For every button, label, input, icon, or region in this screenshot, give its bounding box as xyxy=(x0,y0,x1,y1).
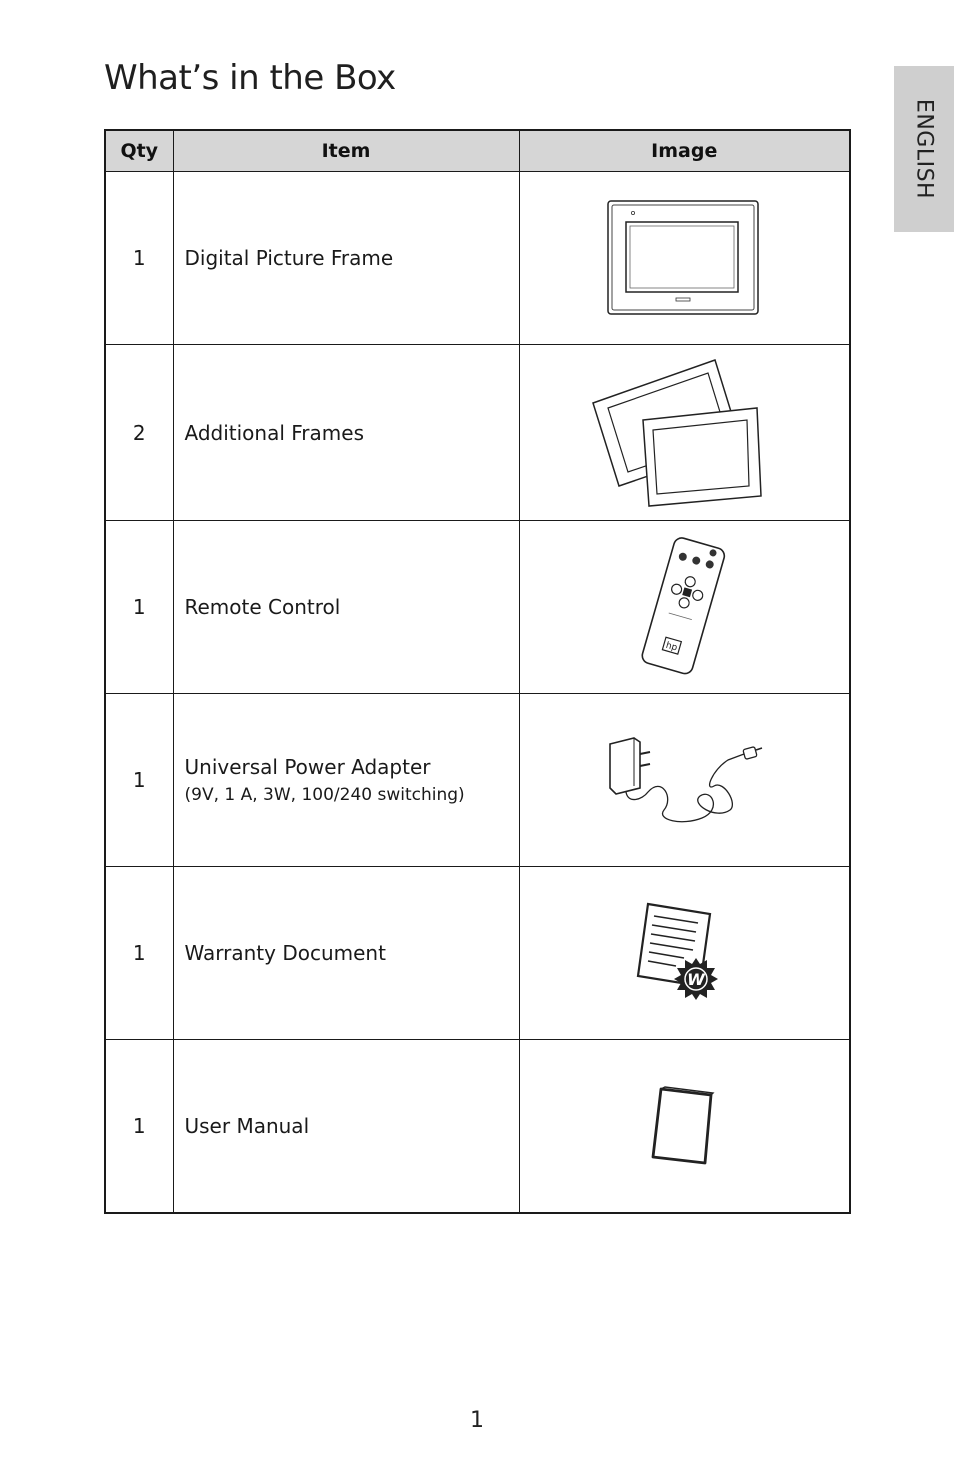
column-header-image: Image xyxy=(519,130,850,172)
user-manual-icon xyxy=(651,1085,717,1167)
page-title: What’s in the Box xyxy=(104,58,396,98)
qty-cell: 1 xyxy=(105,521,173,694)
item-label: Universal Power Adapter xyxy=(184,755,431,779)
language-tab-label: ENGLISH xyxy=(911,98,937,200)
power-adapter-icon xyxy=(604,730,764,830)
item-label: Digital Picture Frame xyxy=(184,246,394,270)
item-cell xyxy=(173,694,519,867)
item-specs: (9V, 1 A, 3W, 100/240 switching) xyxy=(184,785,465,805)
table-row xyxy=(105,521,850,694)
warranty-document-icon xyxy=(636,898,732,1008)
image-cell xyxy=(519,867,850,1040)
language-tab xyxy=(894,66,954,232)
additional-frames-icon xyxy=(591,358,777,508)
page-number: 1 xyxy=(470,1408,484,1433)
image-cell xyxy=(519,694,850,867)
item-cell xyxy=(173,172,519,345)
image-cell xyxy=(519,1040,850,1213)
item-cell xyxy=(173,867,519,1040)
picture-frame-icon xyxy=(606,198,762,318)
qty-cell: 2 xyxy=(105,345,173,521)
table-row xyxy=(105,694,850,867)
item-cell xyxy=(173,345,519,521)
table-row xyxy=(105,1040,850,1213)
remote-control-icon xyxy=(629,537,739,677)
image-cell xyxy=(519,172,850,345)
table-row xyxy=(105,345,850,521)
qty-cell: 1 xyxy=(105,172,173,345)
table-row xyxy=(105,172,850,345)
table-row xyxy=(105,867,850,1040)
item-cell xyxy=(173,1040,519,1213)
image-cell xyxy=(519,345,850,521)
item-label: User Manual xyxy=(184,1113,310,1138)
image-cell xyxy=(519,521,850,694)
remote-brand-logo: hp xyxy=(664,640,679,654)
column-header-qty: Qty xyxy=(105,130,173,172)
qty-cell: 1 xyxy=(105,694,173,867)
column-header-item: Item xyxy=(173,130,519,172)
contents-table xyxy=(104,129,851,1214)
table-header-row xyxy=(105,130,850,172)
qty-cell: 1 xyxy=(105,1040,173,1213)
item-cell xyxy=(173,521,519,694)
warranty-seal-letter: W xyxy=(687,970,706,989)
item-label: Remote Control xyxy=(184,595,341,619)
qty-cell: 1 xyxy=(105,867,173,1040)
item-label: Additional Frames xyxy=(184,420,364,445)
item-label: Warranty Document xyxy=(184,941,386,965)
